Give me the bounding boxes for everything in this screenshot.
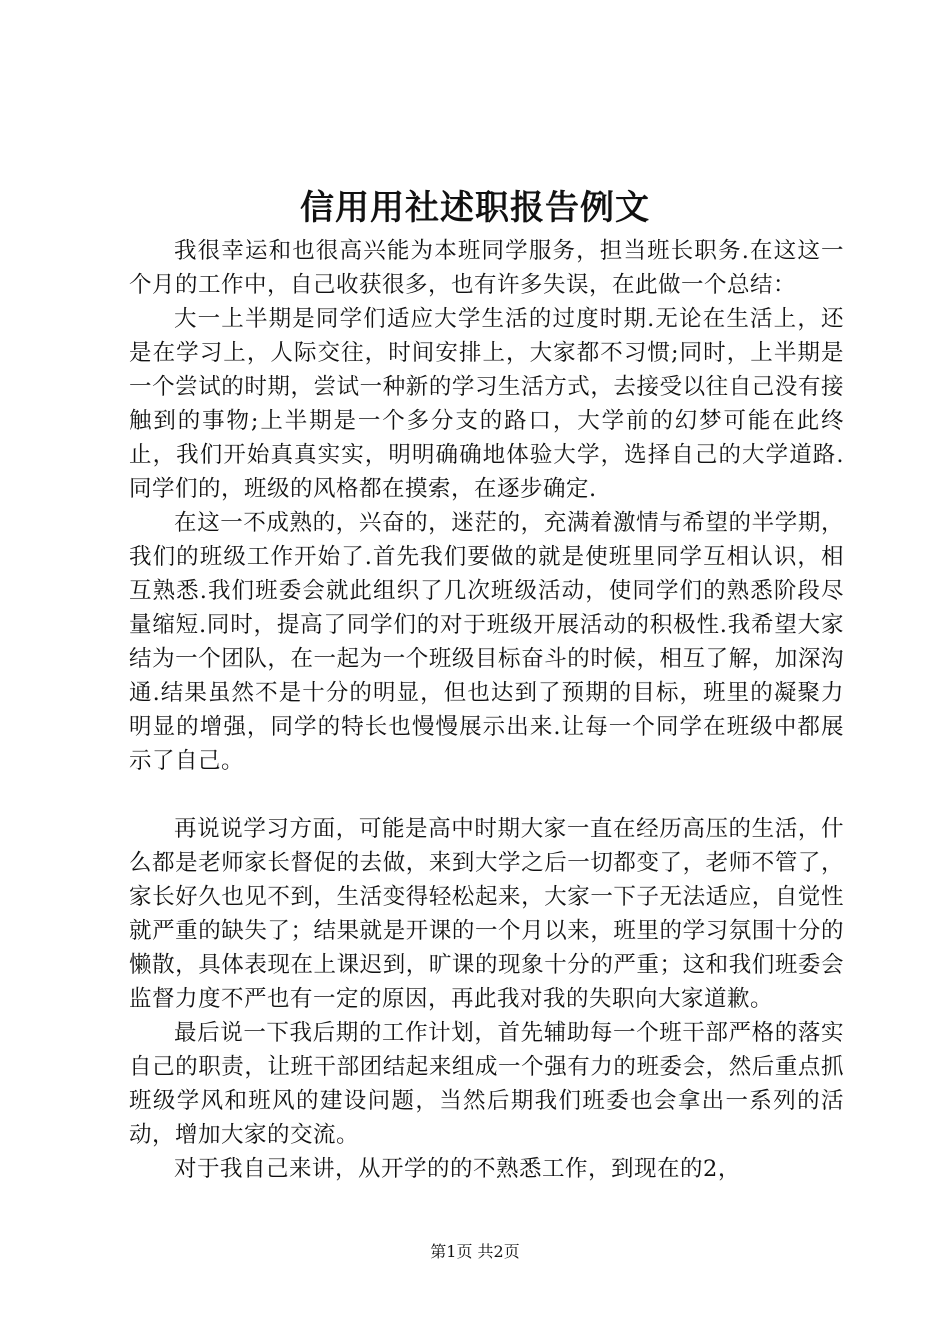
paragraph: 再说说学习方面，可能是高中时期大家一直在经历高压的生活，什么都是老师家长督促的去做，来到大学之后一切都变了，老师不管了，家长好久也见不到，生活变得轻松起来，大家一下子无法适应，自觉性就严重的缺失了；结果就是开课的一个月以来，班里的学习氛围十分的懒散，具体表现在上课迟到，旷课的现象十分的严重；这和我们班委会监督力度不严也有一定的原因，再此我对我的失职向大家道歉。 <box>129 816 844 1012</box>
paragraph: 最后说一下我后期的工作计划，首先辅助每一个班干部严格的落实自己的职责，让班干部团结起来组成一个强有力的班委会，然后重点抓班级学风和班风的建设问题，当然后期我们班委也会拿出一系列的活动，增加大家的交流。 <box>129 1020 844 1148</box>
page-footer: 第1页 共2页 <box>430 1242 520 1261</box>
paragraph-gap <box>129 778 844 812</box>
paragraph: 对于我自己来讲，从开学的的不熟悉工作，到现在的2， <box>174 1156 741 1182</box>
document-body <box>129 234 844 1186</box>
paragraph: 大一上半期是同学们适应大学生活的过度时期.无论在生活上，还是在学习上，人际交往，时间安排上，大家都不习惯;同时，上半期是一个尝试的时期，尝试一种新的学习生活方式，去接受以往自己没有接触到的事物;上半期是一个多分支的路口，大学前的幻梦可能在此终止，我们开始真真实实，明明确确地体验大学，选择自己的大学道路.同学们的，班级的风格都在摸索，在逐步确定. <box>129 306 844 502</box>
paragraph: 我很幸运和也很高兴能为本班同学服务，担当班长职务.在这这一个月的工作中，自己收获很多，也有许多失误，在此做一个总结： <box>129 238 844 298</box>
document-title: 信用用社述职报告例文 <box>300 188 650 228</box>
paragraph: 在这一不成熟的，兴奋的，迷茫的，充满着激情与希望的半学期，我们的班级工作开始了.首先我们要做的就是使班里同学互相认识，相互熟悉.我们班委会就此组织了几次班级活动，使同学们的熟悉阶段尽量缩短.同时，提高了同学们的对于班级开展活动的积极性.我希望大家结为一个团队，在一起为一个班级目标奋斗的时候，相互了解，加深沟通.结果虽然不是十分的明显，但也达到了预期的目标，班里的凝聚力明显的增强，同学的特长也慢慢展示出来.让每一个同学在班级中都展示了自己。 <box>129 510 844 774</box>
